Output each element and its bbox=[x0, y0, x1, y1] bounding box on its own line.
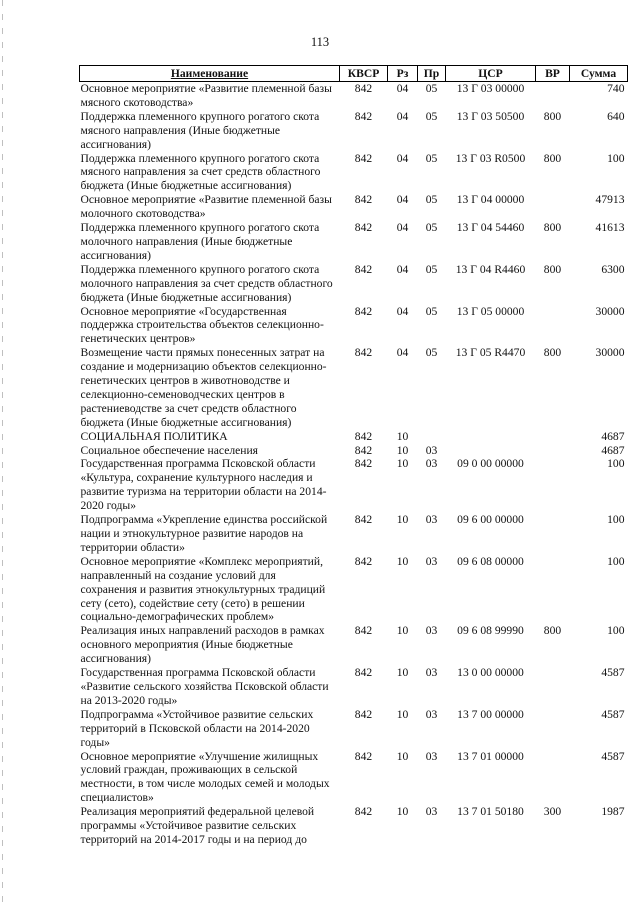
row-name: Возмещение части прямых понесенных затрат на создание и модернизацию объектов селекционно-генетических центров в животноводстве и селекционно-семеноводческих центров в растениеводстве за счет средств областного бюджета (Иные бюджетные ассигнования) bbox=[80, 346, 327, 429]
row-pr: 05 bbox=[425, 82, 438, 95]
row-sum: 47913 bbox=[595, 193, 625, 207]
row-csr: 13 Г 03 50500 bbox=[456, 109, 525, 123]
row-rz: 10 bbox=[396, 457, 409, 471]
row-rz: 10 bbox=[396, 443, 409, 457]
row-name: Подпрограмма «Устойчивое развитие сельских территорий в Псковской области на 2014-2020 годы» bbox=[80, 707, 314, 749]
row-name: СОЦИАЛЬНАЯ ПОЛИТИКА bbox=[80, 429, 228, 443]
row-name: Основное мероприятие «Улучшение жилищных условий граждан, проживающих в сельской местности, в том числе молодых семей и молодых специалистов» bbox=[80, 749, 330, 805]
row-vr bbox=[536, 666, 570, 708]
row-vr bbox=[536, 457, 570, 513]
row-vr bbox=[536, 708, 570, 750]
row-kvsr: 842 bbox=[354, 151, 373, 165]
row-pr: 03 bbox=[425, 443, 438, 457]
row-csr: 13 7 01 00000 bbox=[457, 749, 524, 763]
row-rz: 10 bbox=[396, 513, 409, 527]
row-rz: 10 bbox=[396, 554, 409, 568]
row-sum: 4587 bbox=[601, 749, 625, 763]
table-row bbox=[80, 305, 628, 347]
row-rz: 10 bbox=[396, 666, 409, 680]
row-sum: 4587 bbox=[601, 707, 625, 721]
row-kvsr: 842 bbox=[354, 304, 373, 318]
row-rz: 04 bbox=[396, 193, 409, 207]
row-csr: 09 6 08 99990 bbox=[457, 624, 524, 638]
row-rz: 04 bbox=[396, 262, 409, 276]
row-pr bbox=[418, 430, 446, 444]
budget-table bbox=[79, 65, 628, 847]
header-name: Наименование bbox=[80, 66, 340, 82]
row-vr bbox=[536, 82, 570, 110]
row-csr: 13 Г 03 R0500 bbox=[455, 151, 526, 165]
table-row bbox=[80, 221, 628, 263]
row-kvsr: 842 bbox=[354, 443, 373, 457]
row-csr: 09 6 00 00000 bbox=[457, 513, 524, 527]
table-row bbox=[80, 346, 628, 429]
table-row bbox=[80, 430, 628, 444]
row-name: Поддержка племенного крупного рогатого скота молочного направления (Иные бюджетные ассигнования) bbox=[80, 221, 320, 262]
row-kvsr: 842 bbox=[354, 513, 373, 527]
row-vr: 800 bbox=[543, 221, 562, 235]
table-row bbox=[80, 666, 628, 708]
row-kvsr: 842 bbox=[354, 429, 373, 443]
row-sum: 100 bbox=[607, 513, 625, 527]
row-sum: 30000 bbox=[595, 346, 625, 360]
row-csr bbox=[446, 444, 536, 458]
row-sum: 100 bbox=[607, 624, 625, 638]
row-name: Основное мероприятие «Комплекс мероприятий, направленный на создание условий для сохранения и развития этнокультурных традиций сету (сето), содействие сету (сето) в решении социально-демографических проблем» bbox=[80, 554, 326, 624]
row-rz: 04 bbox=[396, 82, 409, 95]
row-vr bbox=[536, 444, 570, 458]
header-row bbox=[80, 66, 628, 82]
table-row bbox=[80, 555, 628, 625]
row-rz: 04 bbox=[396, 151, 409, 165]
row-name: Подпрограмма «Укрепление единства российской нации и этнокультурное развитие народов на территории области» bbox=[80, 513, 328, 554]
row-kvsr: 842 bbox=[354, 666, 373, 680]
row-name: Реализация мероприятий федеральной целевой программы «Устойчивое развитие сельских территорий на 2014-2017 годы и на период до bbox=[80, 805, 315, 846]
row-rz: 10 bbox=[396, 429, 409, 443]
row-vr: 800 bbox=[543, 624, 562, 638]
row-csr bbox=[446, 430, 536, 444]
row-kvsr: 842 bbox=[354, 262, 373, 276]
row-rz: 04 bbox=[396, 304, 409, 318]
row-csr: 09 6 08 00000 bbox=[457, 554, 524, 568]
row-pr: 05 bbox=[425, 304, 438, 318]
row-sum: 640 bbox=[607, 109, 625, 123]
row-rz: 10 bbox=[396, 624, 409, 638]
scan-edge-artifact bbox=[2, 0, 3, 905]
row-rz: 10 bbox=[396, 707, 409, 721]
row-csr: 13 Г 05 R4470 bbox=[455, 346, 526, 360]
row-csr: 13 Г 05 00000 bbox=[456, 304, 525, 318]
row-sum: 740 bbox=[607, 82, 625, 95]
row-pr: 03 bbox=[425, 554, 438, 568]
row-kvsr: 842 bbox=[354, 707, 373, 721]
table-row bbox=[80, 82, 628, 110]
row-rz: 04 bbox=[396, 109, 409, 123]
row-pr: 03 bbox=[425, 805, 438, 819]
header-rz: Рз bbox=[388, 66, 418, 82]
row-sum: 100 bbox=[607, 457, 625, 471]
row-csr: 13 0 00 00000 bbox=[457, 666, 524, 680]
table-row bbox=[80, 708, 628, 750]
row-vr bbox=[536, 750, 570, 806]
row-kvsr: 842 bbox=[354, 805, 373, 819]
row-sum: 30000 bbox=[595, 304, 625, 318]
header-sum: Сумма bbox=[570, 66, 628, 82]
row-vr: 800 bbox=[543, 151, 562, 165]
row-name: Реализация иных направлений расходов в рамках основного мероприятия (Иные бюджетные ассигнования) bbox=[80, 624, 325, 666]
row-rz: 10 bbox=[396, 805, 409, 819]
row-csr: 13 Г 04 00000 bbox=[456, 193, 525, 207]
table-row bbox=[80, 152, 628, 194]
row-name: Поддержка племенного крупного рогатого скота мясного направления за счет средств областного бюджета (Иные бюджетные ассигнования) bbox=[80, 151, 321, 193]
row-csr: 13 7 01 50180 bbox=[457, 805, 524, 819]
row-pr: 03 bbox=[425, 666, 438, 680]
row-kvsr: 842 bbox=[354, 193, 373, 207]
header-pr: Пр bbox=[418, 66, 446, 82]
row-sum: 4687 bbox=[601, 429, 625, 443]
row-pr: 05 bbox=[425, 221, 438, 235]
table-body bbox=[80, 82, 628, 847]
row-csr: 09 0 00 00000 bbox=[457, 457, 524, 471]
row-sum: 100 bbox=[607, 151, 625, 165]
row-kvsr: 842 bbox=[354, 749, 373, 763]
row-name: Социальное обеспечение населения bbox=[80, 443, 259, 457]
row-kvsr: 842 bbox=[354, 554, 373, 568]
row-kvsr: 842 bbox=[354, 346, 373, 360]
table-row bbox=[80, 193, 628, 221]
header-csr: ЦСР bbox=[446, 66, 536, 82]
row-sum: 4687 bbox=[601, 443, 625, 457]
row-rz: 04 bbox=[396, 346, 409, 360]
row-pr: 05 bbox=[425, 151, 438, 165]
row-kvsr: 842 bbox=[354, 457, 373, 471]
row-pr: 03 bbox=[425, 707, 438, 721]
row-name: Основное мероприятие «Развитие племенной базы молочного скотоводства» bbox=[80, 193, 332, 221]
row-csr: 13 Г 04 54460 bbox=[456, 221, 525, 235]
row-name: Основное мероприятие «Развитие племенной базы мясного скотоводства» bbox=[80, 82, 332, 109]
row-pr: 05 bbox=[425, 109, 438, 123]
row-csr: 13 7 00 00000 bbox=[457, 707, 524, 721]
table-row bbox=[80, 457, 628, 513]
row-vr: 800 bbox=[543, 262, 562, 276]
row-vr bbox=[536, 513, 570, 555]
row-pr: 03 bbox=[425, 457, 438, 471]
row-kvsr: 842 bbox=[354, 624, 373, 638]
row-name: Основное мероприятие «Государственная поддержка строительства объектов селекционно-генетических центров» bbox=[80, 304, 324, 346]
header-kvsr: КВСР bbox=[340, 66, 388, 82]
row-vr: 800 bbox=[543, 109, 562, 123]
row-sum: 100 bbox=[607, 554, 625, 568]
page-number: 113 bbox=[310, 35, 330, 49]
row-name: Поддержка племенного крупного рогатого скота мясного направления (Иные бюджетные ассигнования) bbox=[80, 109, 320, 151]
row-rz: 10 bbox=[396, 749, 409, 763]
row-vr bbox=[536, 430, 570, 444]
row-pr: 05 bbox=[425, 193, 438, 207]
table-row bbox=[80, 263, 628, 305]
table-row bbox=[80, 110, 628, 152]
table-row bbox=[80, 444, 628, 458]
row-pr: 03 bbox=[425, 749, 438, 763]
row-sum: 41613 bbox=[595, 221, 625, 235]
row-csr: 13 Г 03 00000 bbox=[456, 82, 525, 95]
row-vr bbox=[536, 305, 570, 347]
table-row bbox=[80, 750, 628, 806]
table-row bbox=[80, 513, 628, 555]
row-rz: 04 bbox=[396, 221, 409, 235]
row-sum: 6300 bbox=[601, 262, 625, 276]
row-pr: 03 bbox=[425, 513, 438, 527]
row-vr: 300 bbox=[543, 805, 562, 819]
row-kvsr: 842 bbox=[354, 221, 373, 235]
row-sum: 4587 bbox=[601, 666, 625, 680]
row-vr bbox=[536, 193, 570, 221]
table-header bbox=[80, 66, 628, 82]
row-name: Государственная программа Псковской области «Развитие сельского хозяйства Псковской области на 2013-2020 годы» bbox=[80, 666, 329, 707]
row-pr: 03 bbox=[425, 624, 438, 638]
row-vr bbox=[536, 555, 570, 625]
table-row bbox=[80, 805, 628, 847]
row-name: Поддержка племенного крупного рогатого скота молочного направления за счет средств областного бюджета (Иные бюджетные ассигнования) bbox=[80, 262, 333, 304]
row-sum: 1987 bbox=[601, 805, 625, 819]
row-name: Государственная программа Псковской области «Культура, сохранение культурного наследия и развитие туризма на территории области на 2014-2020 годы» bbox=[80, 457, 327, 513]
table-row bbox=[80, 624, 628, 666]
row-csr: 13 Г 04 R4460 bbox=[455, 262, 526, 276]
row-vr: 800 bbox=[543, 346, 562, 360]
row-kvsr: 842 bbox=[354, 109, 373, 123]
row-kvsr: 842 bbox=[354, 82, 373, 95]
header-vr: ВР bbox=[536, 66, 570, 82]
row-pr: 05 bbox=[425, 346, 438, 360]
row-pr: 05 bbox=[425, 262, 438, 276]
